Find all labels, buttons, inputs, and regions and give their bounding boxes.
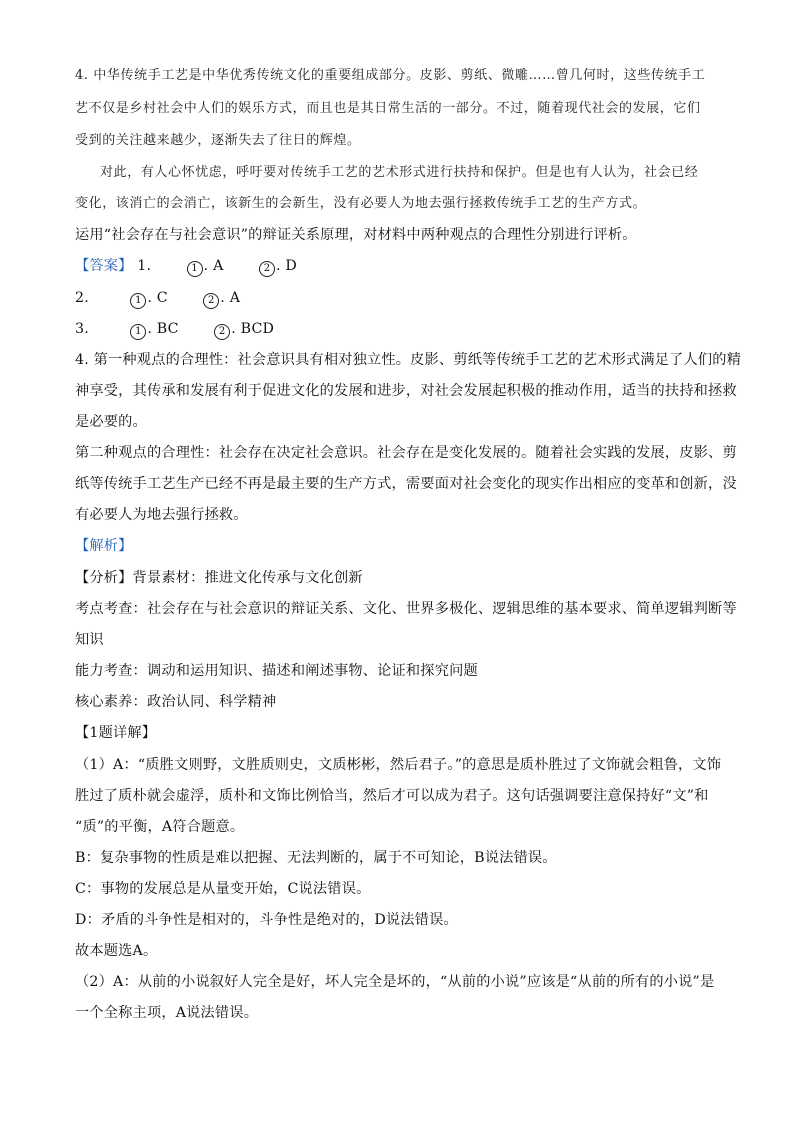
answer-option: 2 . A xyxy=(203,288,240,309)
analysis-line: （2）A：从前的小说叙好人完全是好，坏人完全是坏的，“从前的小说”应该是“从前的所有的小说”是 xyxy=(75,974,715,990)
circled-number-icon: 1 xyxy=(130,324,146,340)
circled-number-icon: 2 xyxy=(203,293,219,309)
material-line: 对此，有人心怀忧虑，呼吁要对传统手工艺的艺术形式进行扶持和保护。但是也有人认为，社会已经 xyxy=(100,165,699,180)
circled-number-icon: 2 xyxy=(214,324,230,340)
answer-num: 1. xyxy=(137,258,152,274)
answer-row-2 xyxy=(75,288,725,309)
circled-number-icon: 2 xyxy=(259,261,275,277)
material-line: 4. 中华传统手工艺是中华优秀传统文化的重要组成部分。皮影、剪纸、微雕……曾几何时，这些传统手工 xyxy=(75,68,706,83)
analysis-line: 【1题详解】 xyxy=(75,725,157,741)
analysis-line: 能力考查：调动和运用知识、描述和阐述事物、论证和探究问题 xyxy=(75,663,478,679)
answer-num: 2. xyxy=(75,290,89,306)
answer-text-line: 纸等传统手工艺生产已经不再是最主要的生产方式，需要面对社会变化的现实作出相应的变革和创新，没 xyxy=(75,476,737,492)
analysis-line: 故本题选A。 xyxy=(75,943,158,959)
answer-option: 2 . BCD xyxy=(214,319,274,340)
answer-text-line: 神享受，其传承和发展有利于促进文化的发展和进步，对社会发展起积极的推动作用，适当的扶持和拯救 xyxy=(75,383,737,399)
analysis-label: 【解析】 xyxy=(75,538,133,554)
analysis-line: 考点考查：社会存在与社会意识的辩证关系、文化、世界多极化、逻辑思维的基本要求、简单逻辑判断等 xyxy=(75,601,737,617)
answer-text-line: 第二种观点的合理性：社会存在决定社会意识。社会存在是变化发展的。随着社会实践的发展，皮影、剪 xyxy=(75,445,737,461)
analysis-line: 【分析】背景素材：推进文化传承与文化创新 xyxy=(75,570,363,586)
answer-option: 2 . D xyxy=(259,256,297,277)
answer-option: 1 . C xyxy=(130,288,167,309)
material-line: 艺不仅是乡村社会中人们的娱乐方式，而且也是其日常生活的一部分。不过，随着现代社会的发展，它们 xyxy=(75,101,701,116)
material-line: 受到的关注越来越少，逐渐失去了往日的辉煌。 xyxy=(75,133,361,148)
analysis-line: “质”的平衡，A符合题意。 xyxy=(75,819,245,835)
circled-number-icon: 1 xyxy=(187,261,203,277)
answer-text-line: 4. 第一种观点的合理性：社会意识具有相对独立性。皮影、剪纸等传统手工艺的艺术形式满足了人们的精 xyxy=(75,352,742,368)
answer-row-1 xyxy=(75,256,725,277)
answer-label: 【答案】 xyxy=(75,258,133,274)
answer-num: 3. xyxy=(75,321,89,337)
analysis-line: （1）A：“质胜文则野，文胜质则史，文质彬彬，然后君子。”的意思是质朴胜过了文饰就会粗鲁，文饰 xyxy=(75,757,722,773)
analysis-line: 知识 xyxy=(75,632,104,648)
circled-number-icon: 1 xyxy=(130,293,146,309)
analysis-line: 一个全称主项，A说法错误。 xyxy=(75,1005,259,1021)
analysis-line: B：复杂事物的性质是难以把握、无法判断的，属于不可知论，B说法错误。 xyxy=(75,850,557,866)
analysis-line: D：矛盾的斗争性是相对的，斗争性是绝对的，D说法错误。 xyxy=(75,912,458,928)
analysis-line: C：事物的发展总是从量变开始，C说法错误。 xyxy=(75,881,371,897)
answer-text-line: 是必要的。 xyxy=(75,414,147,430)
answer-option: 1 . A xyxy=(187,256,224,277)
answer-row-3 xyxy=(75,319,725,340)
material-line: 变化，该消亡的会消亡，该新生的会新生，没有必要人为地去强行拯救传统手工艺的生产方式。 xyxy=(75,196,647,211)
answer-text-line: 有必要人为地去强行拯救。 xyxy=(75,507,248,523)
analysis-line: 胜过了质朴就会虚浮，质朴和文饰比例恰当，然后才可以成为君子。这句话强调要注意保持好“文”和 xyxy=(75,788,709,804)
answer-option: 1 . BC xyxy=(130,319,178,340)
question-text: 运用“社会存在与社会意识”的辩证关系原理，对材料中两种观点的合理性分别进行评析。 xyxy=(75,227,637,243)
analysis-line: 核心素养：政治认同、科学精神 xyxy=(75,694,277,710)
